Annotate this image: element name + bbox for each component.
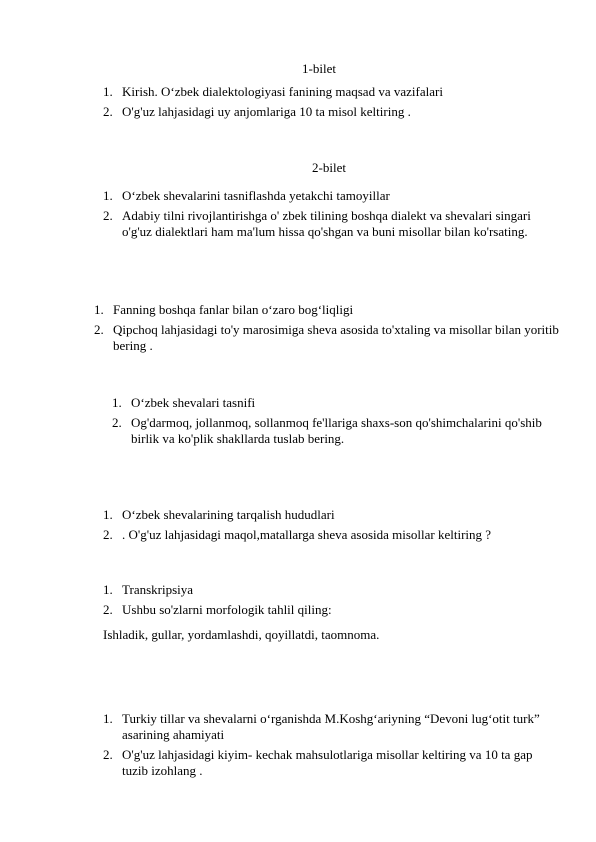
list-item xyxy=(94,302,560,318)
item-text: Og'darmoq, jollanmoq, sollanmoq fe'llariga shaxs-son qo'shimchalarini qo'shib birlik va ko'plik shakllarda tuslab bering. xyxy=(131,415,542,446)
item-text: Fanning boshqa fanlar bilan o‘zaro bog‘liqligi xyxy=(113,302,354,317)
item-number: 2. xyxy=(103,527,113,542)
item-text: O'g'uz lahjasidagi uy anjomlariga 10 ta misol keltiring . xyxy=(122,104,411,119)
ticket-2-list xyxy=(103,188,543,240)
item-text: Transkripsiya xyxy=(122,582,194,597)
item-number: 1. xyxy=(112,395,122,410)
list-item xyxy=(103,527,563,543)
item-number: 1. xyxy=(94,302,104,317)
item-number: 2. xyxy=(103,602,113,617)
list-item xyxy=(103,711,548,743)
item-number: 2. xyxy=(103,208,113,223)
item-number: 1. xyxy=(103,84,113,99)
list-item xyxy=(112,395,542,411)
ticket-3-list xyxy=(94,302,560,354)
item-text: O‘zbek shevalarining tarqalish hududlari xyxy=(122,507,335,522)
word-list: Ishladik, gullar, yordamlashdi, qoyillatdi, taomnoma. xyxy=(103,627,380,642)
item-number: 2. xyxy=(103,747,113,762)
item-number: 2. xyxy=(103,104,113,119)
list-item xyxy=(103,104,543,120)
list-item xyxy=(112,415,542,447)
item-number: 1. xyxy=(103,188,113,203)
item-number: 1. xyxy=(103,582,113,597)
list-item xyxy=(103,602,563,618)
list-item xyxy=(94,322,560,354)
item-text: Qipchoq lahjasidagi to'y marosimiga sheva asosida to'xtaling va misollar bilan yoritib bering . xyxy=(113,322,559,353)
list-item xyxy=(103,747,548,779)
item-text: Kirish. O‘zbek dialektologiyasi fanining maqsad va vazifalari xyxy=(122,84,443,99)
item-text: O'g'uz lahjasidagi kiyim- kechak mahsulotlariga misollar keltiring va 10 ta gap tuzib izohlang . xyxy=(122,747,533,778)
ticket-1-list xyxy=(103,84,543,120)
ticket-1-title: 1-bilet xyxy=(302,61,336,76)
item-text: Turkiy tillar va shevalarni o‘rganishda M.Koshg‘ariyning “Devoni lug‘otit turk” asarining ahamiyati xyxy=(122,711,540,742)
list-item xyxy=(103,582,563,598)
list-item xyxy=(103,188,543,204)
list-item xyxy=(103,507,563,523)
ticket-4-list xyxy=(112,395,542,447)
item-number: 2. xyxy=(94,322,104,337)
list-item xyxy=(103,84,543,100)
item-text: Adabiy tilni rivojlantirishga o' zbek tilining boshqa dialekt va shevalari singari o'g'uz dialektlari ham ma'lum hissa qo'shgan va buni misollar bilan ko'rsating. xyxy=(122,208,531,239)
ticket-6-list xyxy=(103,582,563,618)
ticket-5-list xyxy=(103,507,563,543)
item-number: 2. xyxy=(112,415,122,430)
item-number: 1. xyxy=(103,507,113,522)
list-item xyxy=(103,208,543,240)
item-text: . O'g'uz lahjasidagi maqol,matallarga sheva asosida misollar keltiring ? xyxy=(122,527,492,542)
ticket-2-title: 2-bilet xyxy=(312,160,346,175)
item-text: O‘zbek shevalarini tasniflashda yetakchi tamoyillar xyxy=(122,188,390,203)
ticket-7-list xyxy=(103,711,548,779)
item-number: 1. xyxy=(103,711,113,726)
item-text: Ushbu so'zlarni morfologik tahlil qiling: xyxy=(122,602,332,617)
item-text: O‘zbek shevalari tasnifi xyxy=(131,395,256,410)
